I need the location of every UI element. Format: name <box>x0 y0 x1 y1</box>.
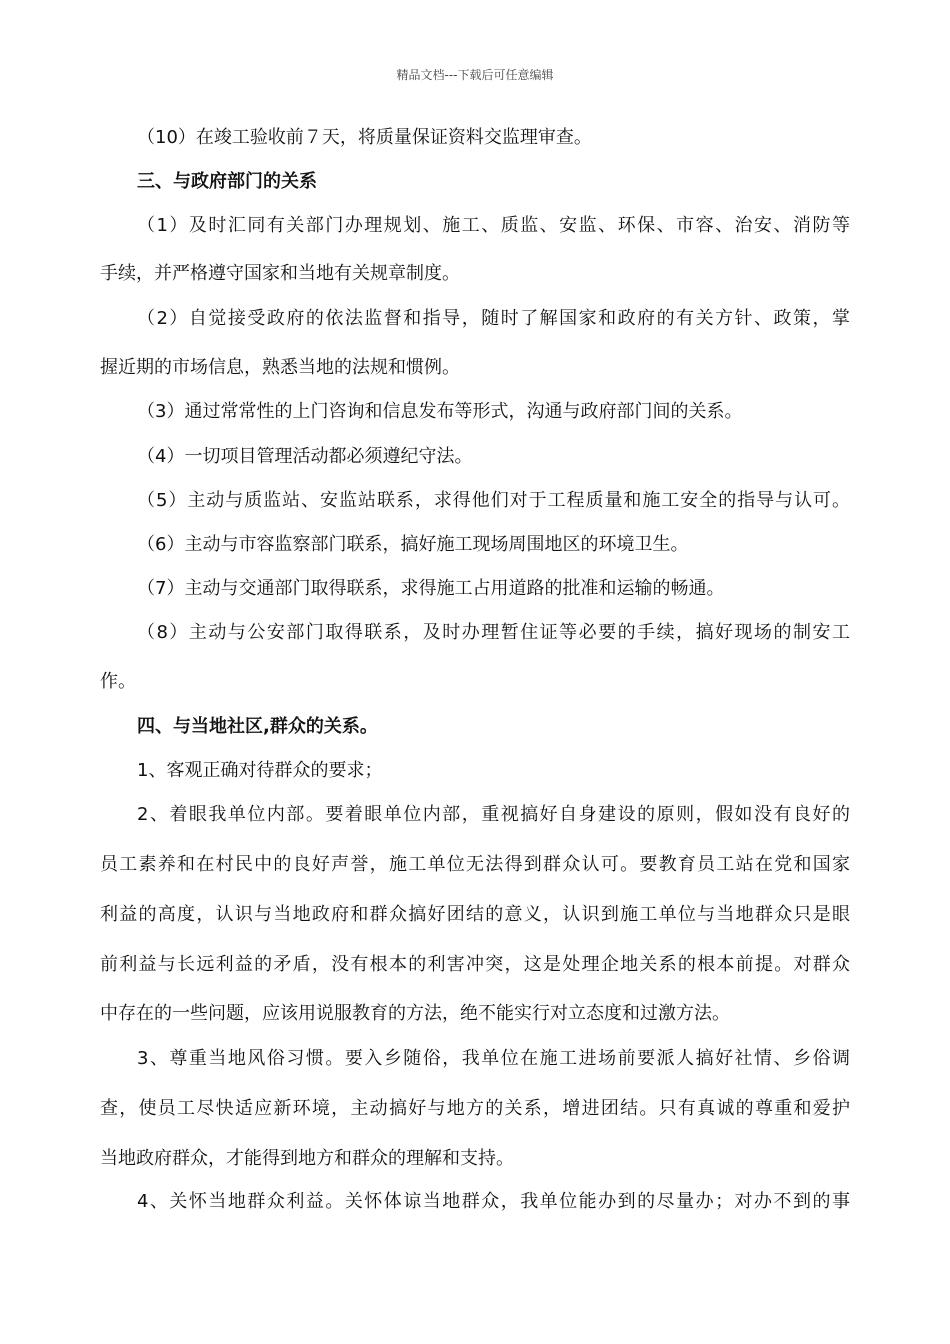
section-heading: 四、与当地社区,群众的关系。 <box>137 716 378 737</box>
paragraph-line: 2、着眼我单位内部。要着眼单位内部，重视搞好自身建设的原则，假如没有良好的 <box>137 804 850 825</box>
paragraph-line: （10）在竣工验收前７天，将质量保证资料交监理审查。 <box>137 127 592 148</box>
paragraph-line: 作。 <box>100 671 136 692</box>
page-header: 精品文档---下载后可任意编辑 <box>396 68 554 82</box>
paragraph-line: 4、关怀当地群众利益。关怀体谅当地群众，我单位能办到的尽量办；对办不到的事 <box>137 1191 850 1212</box>
paragraph-line: （6）主动与市容监察部门联系，搞好施工现场周围地区的环境卫生。 <box>137 534 689 555</box>
paragraph-line: 1、客观正确对待群众的要求； <box>137 760 383 781</box>
paragraph-line: 手续，并严格遵守国家和当地有关规章制度。 <box>100 263 460 284</box>
paragraph-line: （4）一切项目管理活动都必须遵纪守法。 <box>137 446 473 467</box>
paragraph-line: 中存在的一些问题，应该用说服教育的方法，绝不能实行对立态度和过激方法。 <box>100 1003 730 1024</box>
paragraph-line: 握近期的市场信息，熟悉当地的法规和惯例。 <box>100 357 460 378</box>
paragraph-line: 前利益与长远利益的矛盾，没有根本的利害冲突，这是处理企地关系的根本前提。对群众 <box>100 954 850 975</box>
paragraph-line: 查，使员工尽快适应新环境，主动搞好与地方的关系，增进团结。只有真诚的尊重和爱护 <box>100 1098 850 1119</box>
paragraph-line: 利益的高度，认识与当地政府和群众搞好团结的意义，认识到施工单位与当地群众只是眼 <box>100 904 850 925</box>
paragraph-line: （1）及时汇同有关部门办理规划、施工、质监、安监、环保、市容、治安、消防等 <box>137 215 850 236</box>
paragraph-line: （8）主动与公安部门取得联系，及时办理暂住证等必要的手续，搞好现场的制安工 <box>137 622 850 643</box>
paragraph-line: （7）主动与交通部门取得联系，求得施工占用道路的批准和运输的畅通。 <box>137 578 725 599</box>
paragraph-line: （2）自觉接受政府的依法监督和指导，随时了解国家和政府的有关方针、政策，掌 <box>137 308 850 329</box>
paragraph-line: （3）通过常常性的上门咨询和信息发布等形式，沟通与政府部门间的关系。 <box>137 401 743 422</box>
paragraph-line: 3、尊重当地风俗习惯。要入乡随俗，我单位在施工进场前要派人搞好社情、乡俗调 <box>137 1048 850 1069</box>
paragraph-line: 员工素养和在村民中的良好声誉，施工单位无法得到群众认可。要教育员工站在党和国家 <box>100 854 850 875</box>
paragraph-line: 当地政府群众，才能得到地方和群众的理解和支持。 <box>100 1148 514 1169</box>
paragraph-line: （5）主动与质监站、安监站联系，求得他们对于工程质量和施工安全的指导与认可。 <box>137 490 850 511</box>
section-heading: 三、与政府部门的关系 <box>137 171 317 192</box>
